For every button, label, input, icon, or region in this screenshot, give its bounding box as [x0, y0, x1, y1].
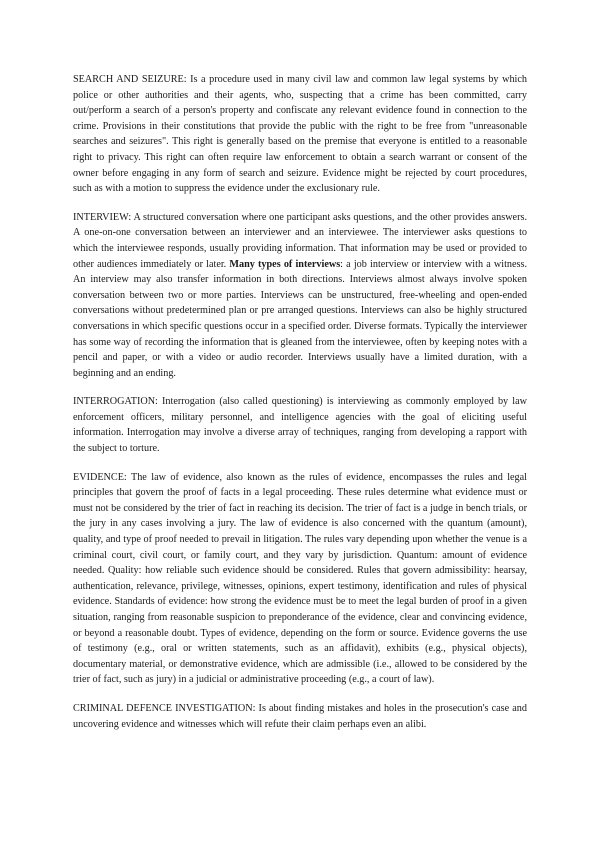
paragraph-evidence: EVIDENCE: The law of evidence, also known as the rules of evidence, encompasses the rules and legal principles that govern the proof of facts in a legal proceeding. These rules determine what evidence must or must not be considered by the trier of fact in reaching its decision. The trier of fact is a judge in bench trials, or the jury in any cases involving a jury. The law of evidence is also concerned with the quantum (amount), quality, and type of proof needed to prevail in litigation. The rules vary depending upon whether the venue is a criminal court, civil court, or family court, and they vary by jurisdiction. Quantum: amount of evidence needed. Quality: how reliable such evidence should be considered. Rules that govern admissibility: hearsay, authentication, relevance, privilege, witnesses, opinions, expert testimony, identification and rules of physical evidence. Standards of evidence: how strong the evidence must be to meet the legal burden of proof in a given situation, ranging from reasonable suspicion to preponderance of the evidence, clear and convincing evidence, or beyond a reasonable doubt. Types of evidence, depending on the form or source. Evidence governs the use of testimony (e.g., oral or written statements, such as an affidavit), exhibits (e.g., physical objects), documentary material, or demonstrative evidence, which are admissible (i.e., allowed to be considered by the trier of fact, such as jury) in a judicial or administrative proceeding (e.g., a court of law).	[73, 471, 527, 686]
paragraph-search-and-seizure: SEARCH AND SEIZURE: Is a procedure used in many civil law and common law legal systems by which police or other authorities and their agents, who, suspecting that a crime has been committed, carry out/perform a search of a person's property and confiscate any relevant evidence found in connection to the crime. Provisions in their constitutions that provide the public with the right to be free from "unreasonable searches and seizures". This right is generally based on the premise that everyone is entitled to a reasonable right to privacy. This right can often require law enforcement to obtain a search warrant or consent of the owner before engaging in any form of search and seizure. Evidence might be rejected by court procedures, such as with a motion to suppress the evidence under the exclusionary rule.	[73, 74, 527, 195]
interview-bold-phrase: Many types of interviews	[229, 258, 341, 270]
paragraph-criminal-defence-investigation: CRIMINAL DEFENCE INVESTIGATION: Is about finding mistakes and holes in the prosecution's case and uncovering evidence and witnesses which will refute their claim perhaps even an alibi.	[73, 702, 527, 730]
document-page	[73, 72, 527, 732]
interview-text-start: INTERVIEW: A structured conversation where one participant asks questions, and the other provides answers. A one-on-one conversation between an interviewer and an interviewee. The interviewer asks questions to which the interviewee responds, usually providing information. That information may be used or provided to other audiences immediately or later.	[73, 211, 527, 270]
interview-text-end: : a job interview or interview with a witness. An interview may also transfer information in both directions. Interviews almost always involve spoken conversation between two or more parties. Interviews can be unstructured, free-wheeling and open-ended conversations without predetermined plan or pre arranged questions. Interviews can also be highly structured conversations in which specific questions occur in a specified order. Diverse formats. Typically the interviewer has some way of recording the information that is gleaned from the interviewee, often by keeping notes with a pencil and paper, or with a video or audio recorder. Interviews usually have a limited duration, with a beginning and an ending.	[73, 258, 527, 379]
paragraph-interrogation: INTERROGATION: Interrogation (also called questioning) is interviewing as commonly employed by law enforcement officers, military personnel, and intelligence agencies with the goal of eliciting useful information. Interrogation may involve a diverse array of techniques, ranging from developing a rapport with the subject to torture.	[73, 396, 527, 455]
paragraph-interview	[73, 210, 527, 382]
